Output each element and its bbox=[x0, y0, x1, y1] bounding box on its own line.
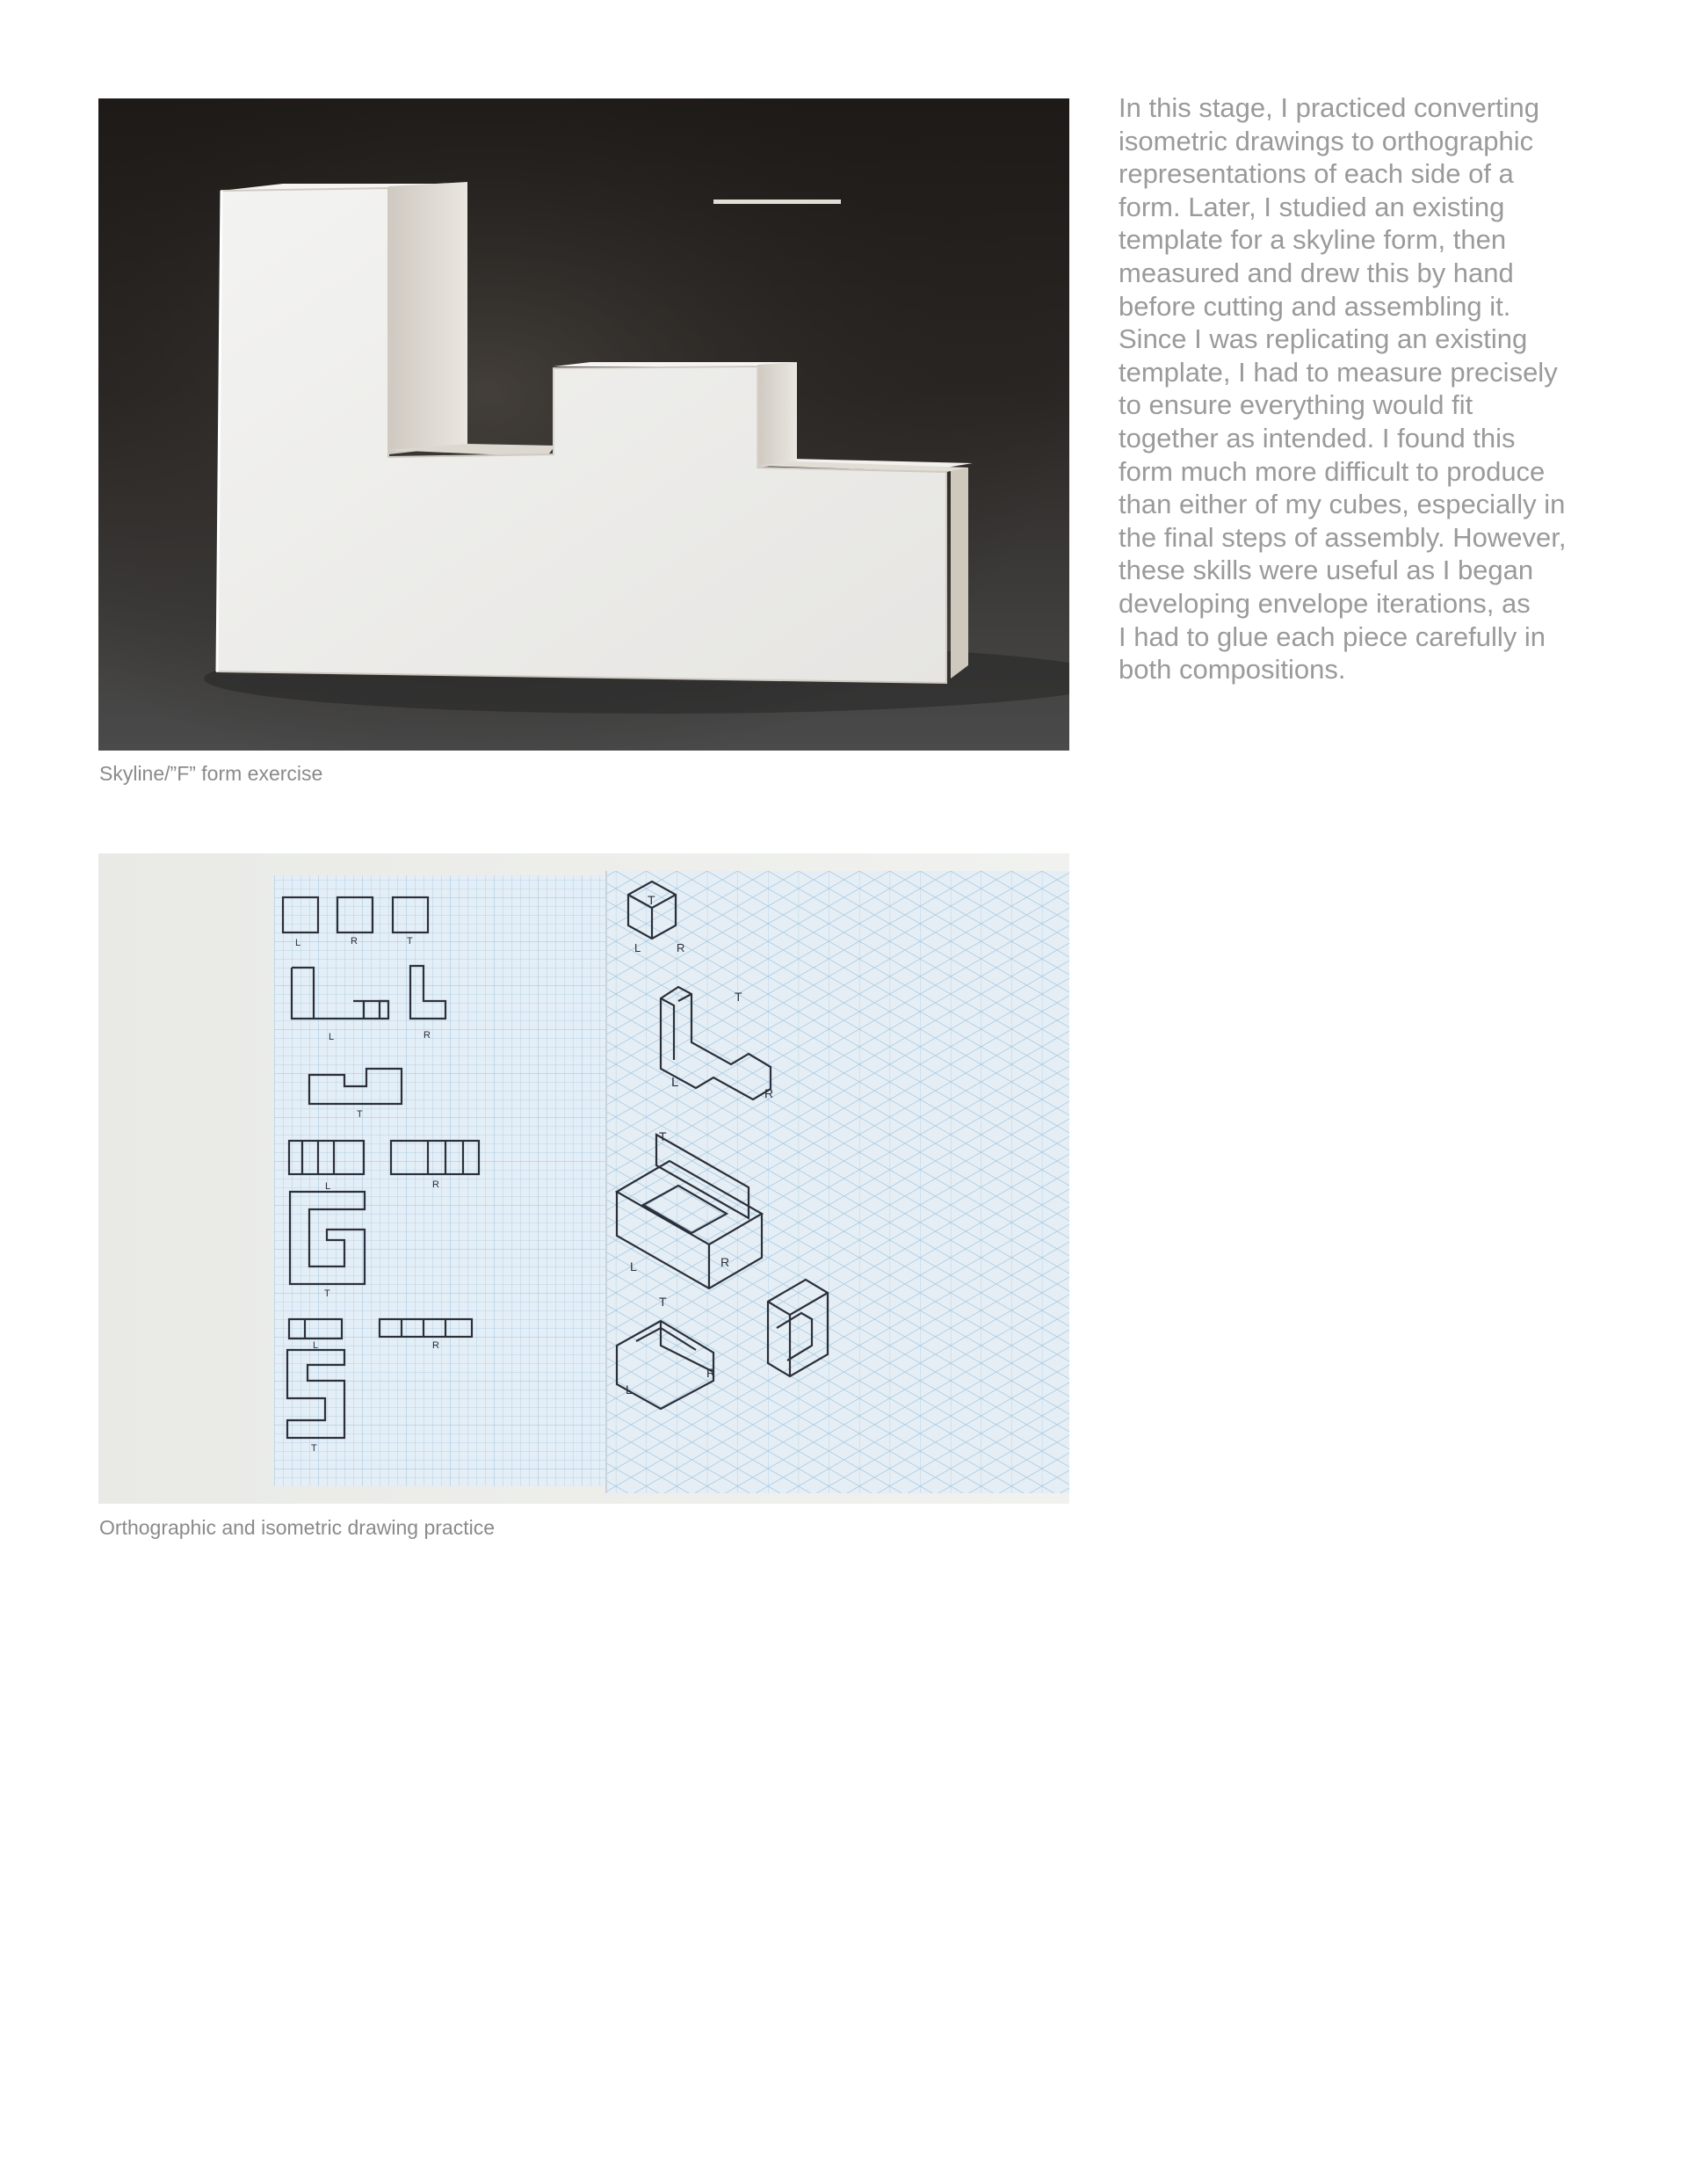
paragraph-line: form much more difficult to produce bbox=[1119, 455, 1546, 487]
iso-label-l2: L bbox=[671, 1075, 679, 1090]
skyline-form-photo bbox=[98, 98, 1069, 751]
drawing-sheets-image bbox=[98, 853, 1069, 1504]
iso-label-r4: R bbox=[706, 1366, 716, 1380]
iso-label-l4: L bbox=[626, 1382, 633, 1397]
paragraph-line: form. Later, I studied an existing bbox=[1119, 191, 1505, 222]
paragraph-line: isometric drawings to orthographic bbox=[1119, 125, 1534, 156]
iso-label-t3: T bbox=[659, 1129, 667, 1143]
ortho-label-t: T bbox=[407, 936, 413, 947]
iso-label-t2: T bbox=[735, 990, 742, 1004]
iso-label-t4: T bbox=[659, 1295, 667, 1309]
ortho-label-r3: R bbox=[432, 1179, 439, 1190]
body-paragraph bbox=[1119, 91, 1593, 686]
paragraph-line: than either of my cubes, especially in bbox=[1119, 489, 1566, 520]
iso-label-r: R bbox=[677, 941, 685, 954]
paragraph-line: before cutting and assembling it. bbox=[1119, 290, 1511, 322]
iso-label-l3: L bbox=[630, 1259, 637, 1273]
paragraph-line: developing envelope iterations, as bbox=[1119, 587, 1531, 619]
paragraph-line: together as intended. I found this bbox=[1119, 422, 1516, 453]
drawing-practice-photo bbox=[98, 853, 1069, 1504]
ortho-label-r4: R bbox=[432, 1340, 439, 1351]
paragraph-line: template for a skyline form, then bbox=[1119, 224, 1507, 256]
ortho-label-l4: L bbox=[313, 1340, 319, 1351]
paragraph-line: measured and drew this by hand bbox=[1119, 257, 1514, 288]
paragraph-line: the final steps of assembly. However, bbox=[1119, 521, 1567, 553]
iso-label-t: T bbox=[648, 893, 655, 907]
ortho-label-r: R bbox=[351, 936, 358, 947]
paragraph-line: Since I was replicating an existing bbox=[1119, 323, 1528, 355]
iso-label-l: L bbox=[634, 941, 641, 954]
ortho-label-r2: R bbox=[424, 1030, 431, 1041]
ortho-label-t2: T bbox=[357, 1109, 363, 1120]
paragraph-line: I had to glue each piece carefully in bbox=[1119, 620, 1546, 652]
paragraph-line: these skills were useful as I began bbox=[1119, 555, 1534, 586]
ortho-label-t3: T bbox=[324, 1288, 330, 1299]
paragraph-line: template, I had to measure precisely bbox=[1119, 356, 1558, 388]
paragraph-line: both compositions. bbox=[1119, 654, 1346, 686]
skyline-model-image bbox=[98, 98, 1069, 751]
figure-caption-drawing-practice: Orthographic and isometric drawing practice bbox=[99, 1516, 495, 1539]
ortho-label-t4: T bbox=[311, 1443, 317, 1454]
figure-caption-skyline: Skyline/”F” form exercise bbox=[99, 762, 323, 785]
iso-label-r2: R bbox=[764, 1086, 774, 1100]
paragraph-line: to ensure everything would fit bbox=[1119, 389, 1473, 421]
ortho-label-l: L bbox=[295, 938, 301, 948]
ortho-label-l2: L bbox=[329, 1032, 335, 1042]
ortho-label-l3: L bbox=[325, 1181, 331, 1192]
iso-label-r3: R bbox=[720, 1255, 730, 1269]
paragraph-line: In this stage, I practiced converting bbox=[1119, 92, 1540, 123]
paragraph-line: representations of each side of a bbox=[1119, 158, 1514, 190]
